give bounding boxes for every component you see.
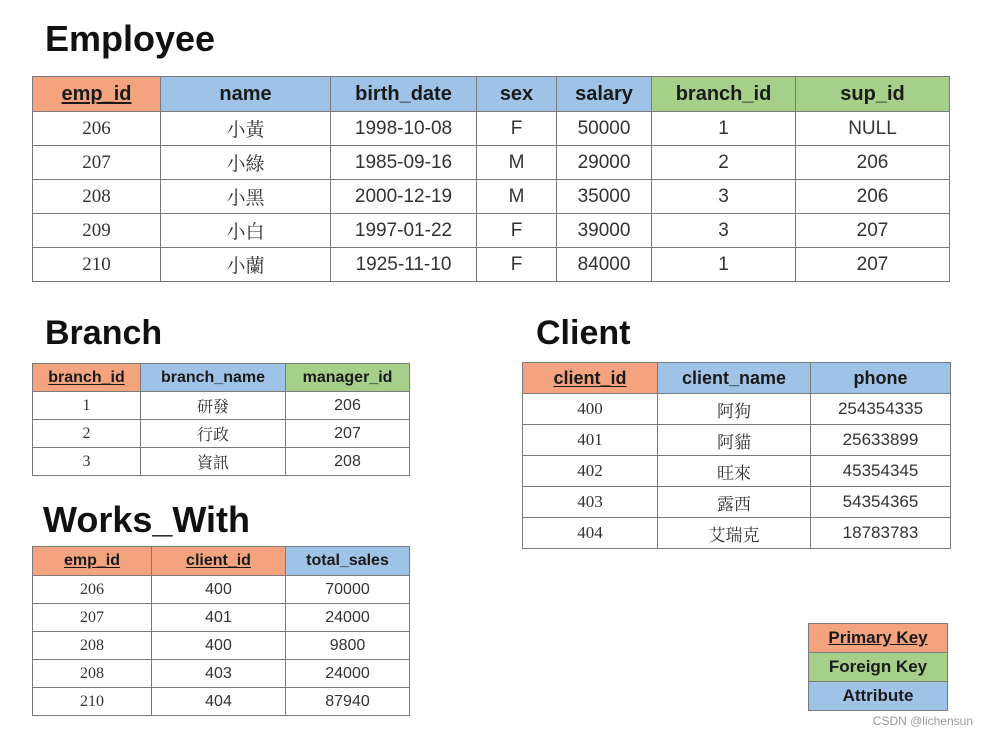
table-cell: M: [477, 180, 557, 214]
header-row: [33, 77, 950, 112]
table-cell: 3: [652, 214, 796, 248]
table-cell: 208: [33, 180, 161, 214]
table-row: [33, 420, 410, 448]
table-cell: 小白: [161, 214, 331, 248]
branch-table: [32, 363, 410, 476]
table-row: [33, 448, 410, 476]
table-cell: 29000: [557, 146, 652, 180]
column-header-sup-id: sup_id: [796, 77, 950, 112]
legend-pk-label: Primary Key: [809, 624, 948, 653]
table-cell: 54354365: [811, 487, 951, 518]
table-cell: 206: [796, 180, 950, 214]
client-table: [522, 362, 951, 549]
watermark: CSDN @lichensun: [872, 714, 973, 728]
header-row: [523, 363, 951, 394]
table-cell: 254354335: [811, 394, 951, 425]
column-header-branch-name: branch_name: [141, 364, 286, 392]
table-cell: 210: [33, 248, 161, 282]
table-row: [523, 487, 951, 518]
table-cell: 阿貓: [658, 425, 811, 456]
table-cell: 400: [152, 632, 286, 660]
table-cell: 87940: [286, 688, 410, 716]
table-cell: 1: [652, 248, 796, 282]
table-cell: 50000: [557, 112, 652, 146]
column-header-salary: salary: [557, 77, 652, 112]
legend-row: [809, 682, 948, 711]
table-row: [33, 632, 410, 660]
legend-attr-label: Attribute: [809, 682, 948, 711]
table-cell: 露西: [658, 487, 811, 518]
table-cell: 207: [796, 214, 950, 248]
table-cell: 207: [33, 146, 161, 180]
table-cell: F: [477, 112, 557, 146]
table-cell: 35000: [557, 180, 652, 214]
table-cell: 207: [286, 420, 410, 448]
table-row: [523, 394, 951, 425]
table-cell: 阿狗: [658, 394, 811, 425]
table-cell: 403: [152, 660, 286, 688]
header-row: [33, 364, 410, 392]
table-cell: 1997-01-22: [331, 214, 477, 248]
table-cell: 209: [33, 214, 161, 248]
column-header-total-sales: total_sales: [286, 547, 410, 576]
column-header-name: name: [161, 77, 331, 112]
header-row: [33, 547, 410, 576]
table-cell: M: [477, 146, 557, 180]
column-header-client-name: client_name: [658, 363, 811, 394]
table-cell: 84000: [557, 248, 652, 282]
column-header-branch-id: branch_id: [652, 77, 796, 112]
table-cell: 小蘭: [161, 248, 331, 282]
table-cell: 39000: [557, 214, 652, 248]
table-row: [33, 604, 410, 632]
table-row: [33, 248, 950, 282]
key-legend: [808, 623, 948, 711]
table-cell: 206: [286, 392, 410, 420]
table-cell: 1985-09-16: [331, 146, 477, 180]
table-row: [33, 180, 950, 214]
column-header-client-id: client_id: [152, 547, 286, 576]
table-cell: 206: [33, 576, 152, 604]
table-cell: 小黑: [161, 180, 331, 214]
legend-row: [809, 624, 948, 653]
table-cell: 208: [33, 660, 152, 688]
table-row: [33, 660, 410, 688]
table-cell: 24000: [286, 660, 410, 688]
table-cell: 3: [652, 180, 796, 214]
employee-title: Employee: [45, 18, 216, 59]
table-cell: NULL: [796, 112, 950, 146]
table-cell: 研發: [141, 392, 286, 420]
client-title: Client: [536, 314, 631, 352]
table-cell: 208: [286, 448, 410, 476]
table-cell: 2: [33, 420, 141, 448]
column-header-branch-id: branch_id: [33, 364, 141, 392]
table-cell: 24000: [286, 604, 410, 632]
table-cell: 401: [152, 604, 286, 632]
table-row: [33, 392, 410, 420]
table-cell: 旺來: [658, 456, 811, 487]
table-row: [33, 688, 410, 716]
legend-row: [809, 653, 948, 682]
table-cell: 行政: [141, 420, 286, 448]
table-cell: 1: [33, 392, 141, 420]
column-header-emp-id: emp_id: [33, 77, 161, 112]
column-header-manager-id: manager_id: [286, 364, 410, 392]
table-cell: 資訊: [141, 448, 286, 476]
table-cell: 400: [523, 394, 658, 425]
table-cell: 45354345: [811, 456, 951, 487]
table-row: [33, 146, 950, 180]
table-cell: 404: [152, 688, 286, 716]
table-cell: 404: [523, 518, 658, 549]
table-cell: F: [477, 214, 557, 248]
table-cell: 艾瑞克: [658, 518, 811, 549]
table-cell: 403: [523, 487, 658, 518]
table-cell: 3: [33, 448, 141, 476]
table-cell: 400: [152, 576, 286, 604]
branch-title: Branch: [45, 314, 163, 352]
table-cell: 402: [523, 456, 658, 487]
table-row: [523, 518, 951, 549]
table-cell: 206: [33, 112, 161, 146]
table-row: [33, 214, 950, 248]
legend-fk-label: Foreign Key: [809, 653, 948, 682]
table-cell: 2: [652, 146, 796, 180]
column-header-phone: phone: [811, 363, 951, 394]
table-row: [523, 425, 951, 456]
table-cell: 25633899: [811, 425, 951, 456]
works-with-title: Works_With: [43, 499, 251, 540]
works-with-table: [32, 546, 410, 716]
column-header-client-id: client_id: [523, 363, 658, 394]
employee-table: [32, 76, 950, 282]
table-cell: 70000: [286, 576, 410, 604]
table-cell: 小黃: [161, 112, 331, 146]
table-row: [33, 576, 410, 604]
table-cell: 208: [33, 632, 152, 660]
table-cell: F: [477, 248, 557, 282]
table-cell: 207: [33, 604, 152, 632]
column-header-birth-date: birth_date: [331, 77, 477, 112]
table-cell: 小綠: [161, 146, 331, 180]
table-cell: 1925-11-10: [331, 248, 477, 282]
table-cell: 210: [33, 688, 152, 716]
table-cell: 1998-10-08: [331, 112, 477, 146]
column-header-sex: sex: [477, 77, 557, 112]
table-row: [523, 456, 951, 487]
column-header-emp-id: emp_id: [33, 547, 152, 576]
table-row: [33, 112, 950, 146]
table-cell: 1: [652, 112, 796, 146]
table-cell: 401: [523, 425, 658, 456]
table-cell: 206: [796, 146, 950, 180]
table-cell: 2000-12-19: [331, 180, 477, 214]
table-cell: 207: [796, 248, 950, 282]
table-cell: 18783783: [811, 518, 951, 549]
table-cell: 9800: [286, 632, 410, 660]
